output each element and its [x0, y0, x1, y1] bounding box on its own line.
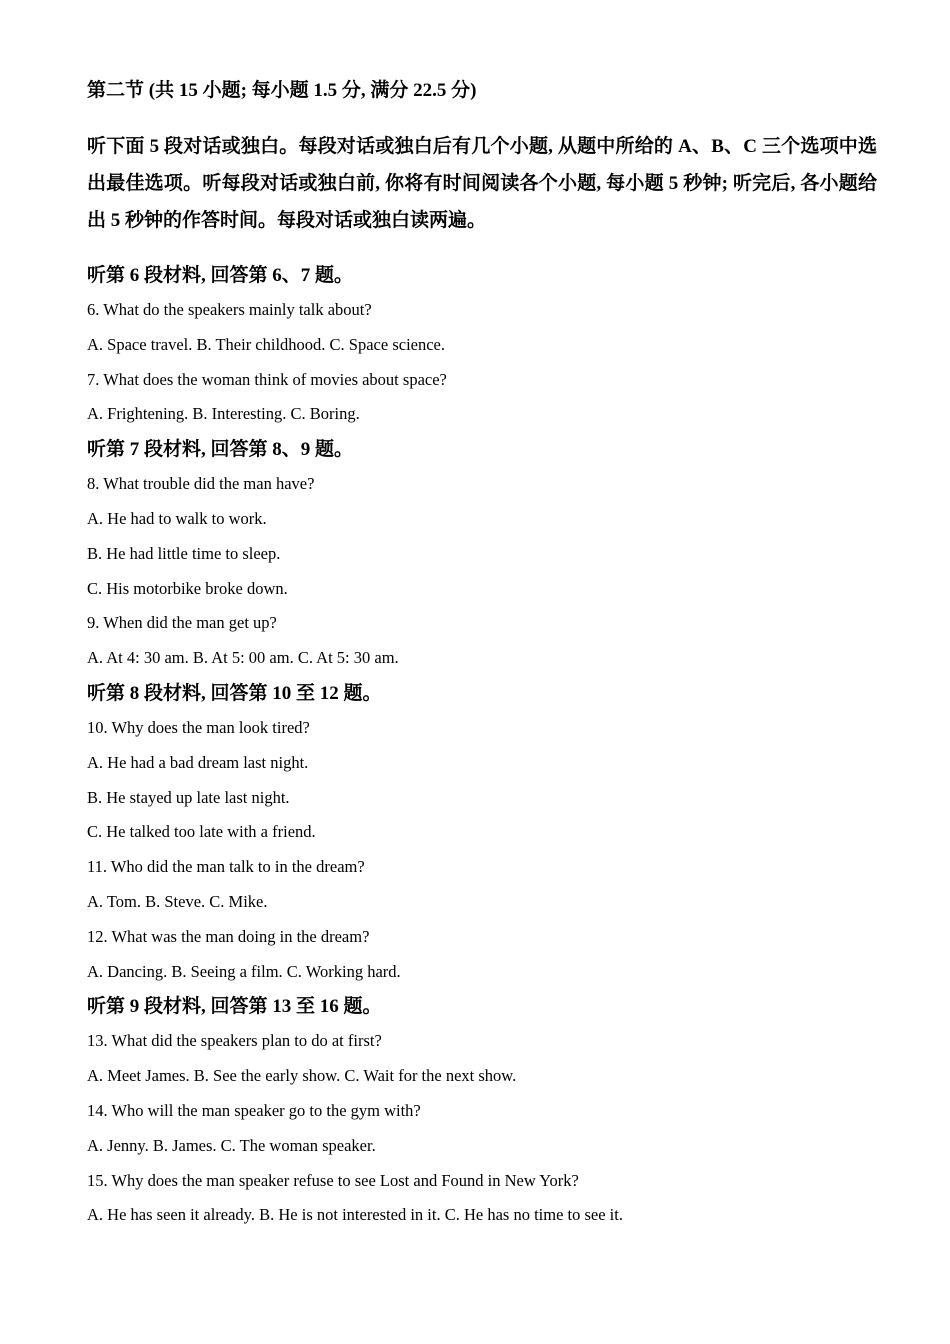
question-text: 11. Who did the man talk to in the dream? [87, 857, 365, 877]
section-title: 第二节 (共 15 小题; 每小题 1.5 分, 满分 22.5 分) [87, 80, 477, 101]
question-text: 10. Why does the man look tired? [87, 717, 310, 737]
group-heading: 听第 6 段材料, 回答第 6、7 题。 [87, 265, 354, 286]
question-text: 15. Why does the man speaker refuse to see Lost and Found in New York? [87, 1170, 579, 1190]
question-options: A. At 4: 30 am. B. At 5: 00 am. C. At 5: 30 am. [87, 648, 399, 668]
question-option: A. He had a bad dream last night. [87, 752, 309, 772]
question-options: A. Tom. B. Steve. C. Mike. [87, 891, 268, 911]
question-options: A. Frightening. B. Interesting. C. Boring. [87, 404, 360, 424]
question-options: A. He has seen it already. B. He is not interested in it. C. He has no time to see it. [87, 1205, 623, 1225]
question-text: 6. What do the speakers mainly talk about? [87, 300, 372, 319]
question-text: 8. What trouble did the man have? [87, 474, 315, 494]
question-options: A. Dancing. B. Seeing a film. C. Working hard. [87, 961, 401, 981]
document-page [87, 72, 877, 1233]
question-text: 14. Who will the man speaker go to the gym with? [87, 1100, 421, 1120]
question-text: 9. When did the man get up? [87, 613, 277, 633]
group-heading: 听第 7 段材料, 回答第 8、9 题。 [87, 439, 354, 461]
question-options: A. Meet James. B. See the early show. C. Wait for the next show. [87, 1066, 517, 1086]
question-options: A. Space travel. B. Their childhood. C. Space science. [87, 334, 446, 354]
question-text: 13. What did the speakers plan to do at first? [87, 1031, 382, 1051]
section-instructions: 听下面 5 段对话或独白。每段对话或独白后有几个小题, 从题中所给的 A、B、C 三个选项中选出最佳选项。听每段对话或独白前, 你将有时间阅读各个小题, 每小题 5 秒钟; 听完后, 各小题给出 5 秒钟的作答时间。每段对话或独白读两遍。 [87, 136, 877, 231]
question-option: C. His motorbike broke down. [87, 578, 288, 598]
group-heading: 听第 8 段材料, 回答第 10 至 12 题。 [87, 682, 382, 704]
question-option: C. He talked too late with a friend. [87, 822, 316, 842]
question-option: A. He had to walk to work. [87, 508, 267, 528]
question-options: A. Jenny. B. James. C. The woman speaker. [87, 1135, 376, 1155]
question-text: 7. What does the woman think of movies about space? [87, 369, 447, 389]
group-heading: 听第 9 段材料, 回答第 13 至 16 题。 [87, 996, 382, 1018]
question-option: B. He had little time to sleep. [87, 543, 281, 563]
question-text: 12. What was the man doing in the dream? [87, 926, 370, 946]
question-option: B. He stayed up late last night. [87, 787, 290, 807]
